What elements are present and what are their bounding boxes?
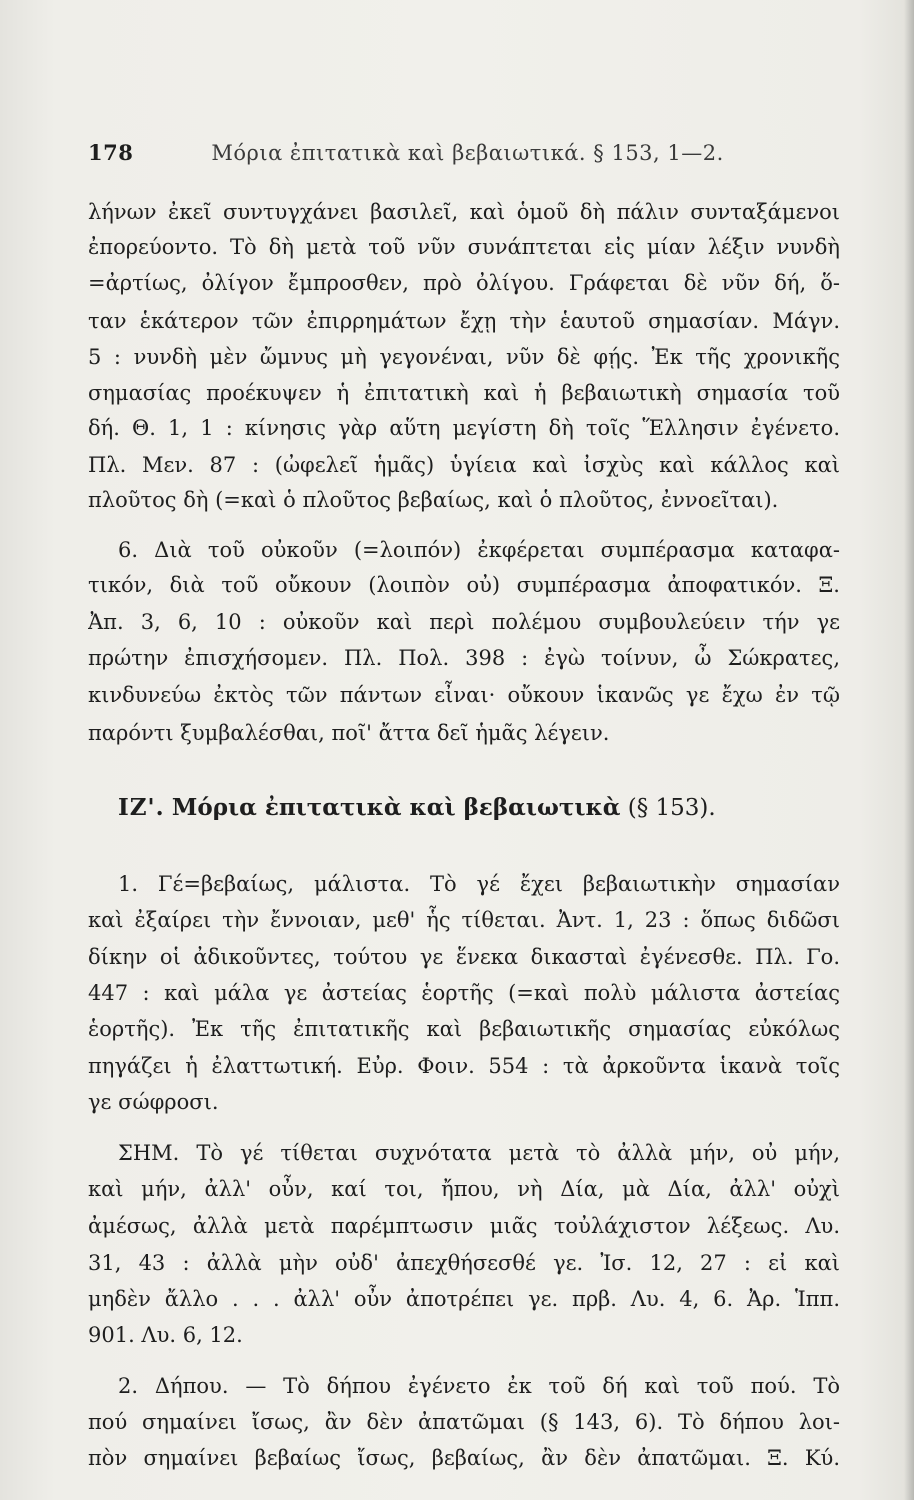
text-line: ἐπορεύοντο. Τὸ δὴ μετὰ τοῦ νῦν συνάπτεται εἰς μίαν λέξιν νυνδὴ [88,235,840,259]
text-line: Ἀπ. 3, 6, 10 : οὐκοῦν καὶ περὶ πολέμου συμβουλεύειν τήν γε [88,610,840,634]
section-number: ΙΖ'. [118,794,165,821]
text-line: Πλ. Μεν. 87 : (ὠφελεῖ ἡμᾶς) ὑγίεια καὶ ἰσχὺς καὶ κάλλος καὶ [88,453,840,477]
section-reference: (§ 153). [627,795,716,821]
text-line: τικόν, διὰ τοῦ οὔκουν (λοιπὸν οὐ) συμπέρασμα ἀποφατικόν. Ξ. [88,573,840,597]
text-line: γε σώφροσι. [88,1090,219,1114]
text-line: 31, 43 : ἀλλὰ μὴν οὐδ' ἀπεχθήσεσθέ γε. Ἰσ. 12, 27 : εἰ καὶ [88,1251,840,1275]
text-line: ταν ἑκάτερον τῶν ἐπιρρημάτων ἔχῃ τὴν ἑαυτοῦ σημασίαν. Μάγν. [88,309,840,333]
text-line: πλοῦτος δὴ (=καὶ ὁ πλοῦτος βεβαίως, καὶ ὁ πλοῦτος, ἐννοεῖται). [88,488,779,512]
text-line: μηδὲν ἄλλο . . . ἀλλ' οὖν ἀποτρέπει γε. πρβ. Λυ. 4, 6. Ἀρ. Ἱππ. [88,1287,840,1311]
page-number: 178 [88,140,134,165]
text-line: καὶ μήν, ἀλλ' οὖν, καί τοι, ἤπου, νὴ Δία, μὰ Δία, ἀλλ' οὐχὶ [88,1177,840,1201]
text-line: δή. Θ. 1, 1 : κίνησις γὰρ αὕτη μεγίστη δὴ τοῖς Ἕλλησιν ἐγένετο. [88,416,840,440]
text-line: πηγάζει ἡ ἐλαττωτική. Εὐρ. Φοιν. 554 : τὰ ἀρκοῦντα ἱκανὰ τοῖς [88,1054,840,1078]
text-line: παρόντι ξυμβαλέσθαι, ποῖ' ἄττα δεῖ ἡμᾶς λέγειν. [88,721,610,745]
page-edge-shadow [904,0,914,1500]
running-head [88,140,848,170]
text-line: δίκην οἱ ἀδικοῦντες, τούτου γε ἕνεκα δικασταὶ ἐγένεσθε. Πλ. Γο. [88,945,840,969]
text-line: ἀμέσως, ἀλλὰ μετὰ παρέμπτωσιν μιᾶς τοὐλάχιστον λέξεως. Λυ. [88,1214,840,1238]
text-line: πρώτην ἐπισχήσομεν. Πλ. Πολ. 398 : ἐγὼ τοίνυν, ὦ Σώκρατες, [88,646,840,670]
text-line: λήνων ἐκεῖ συντυγχάνει βασιλεῖ, καὶ ὁμοῦ δὴ πάλιν συνταξάμενοι [88,200,840,224]
running-title: Μόρια ἐπιτατικὰ καὶ βεβαιωτικά. § 153, 1—2. [211,141,724,165]
text-line: 901. Λυ. 6, 12. [88,1323,243,1347]
text-line: κινδυνεύω ἐκτὸς τῶν πάντων εἶναι· οὔκουν ἱκανῶς γε ἔχω ἐν τῷ [88,683,840,707]
text-line: 447 : καὶ μάλα γε ἀστείας ἑορτῆς (=καὶ πολὺ μάλιστα ἀστείας [88,981,840,1005]
text-line: 5 : νυνδὴ μὲν ὤμνυς μὴ γεγονέναι, νῦν δὲ φῄς. Ἐκ τῆς χρονικῆς [88,345,840,369]
section-heading [118,788,818,828]
text-line: πού σημαίνει ἴσως, ἂν δὲν ἀπατῶμαι (§ 143, 6). Τὸ δήπου λοι- [88,1410,840,1434]
text-line: 1. Γέ=βεβαίως, μάλιστα. Τὸ γέ ἔχει βεβαιωτικὴν σημασίαν [118,872,840,896]
text-line: σημασίας προέκυψεν ἡ ἐπιτατικὴ καὶ ἡ βεβαιωτικὴ σημασία τοῦ [88,381,840,405]
text-line: ΣΗΜ. Τὸ γέ τίθεται συχνότατα μετὰ τὸ ἀλλὰ μήν, οὐ μήν, [118,1141,840,1165]
text-line: καὶ ἐξαίρει τὴν ἔννοιαν, μεθ' ἧς τίθεται. Ἀντ. 1, 23 : ὅπως διδῶσι [88,908,840,932]
text-line: 2. Δήπου. — Τὸ δήπου ἐγένετο ἐκ τοῦ δή καὶ τοῦ πού. Τὸ [118,1374,840,1398]
text-line: 6. Διὰ τοῦ οὐκοῦν (=λοιπόν) ἐκφέρεται συμπέρασμα καταφα- [118,538,840,562]
text-line: =ἀρτίως, ὀλίγον ἔμπροσθεν, πρὸ ὀλίγου. Γράφεται δὲ νῦν δή, ὅ- [88,271,840,295]
text-line: ἑορτῆς). Ἐκ τῆς ἐπιτατικῆς καὶ βεβαιωτικῆς σημασίας εὐκόλως [88,1017,840,1041]
text-line: πὸν σημαίνει βεβαίως ἴσως, βεβαίως, ἂν δὲν ἀπατῶμαι. Ξ. Κύ. [88,1446,840,1470]
section-title: Μόρια ἐπιτατικὰ καὶ βεβαιωτικὰ [171,794,621,821]
